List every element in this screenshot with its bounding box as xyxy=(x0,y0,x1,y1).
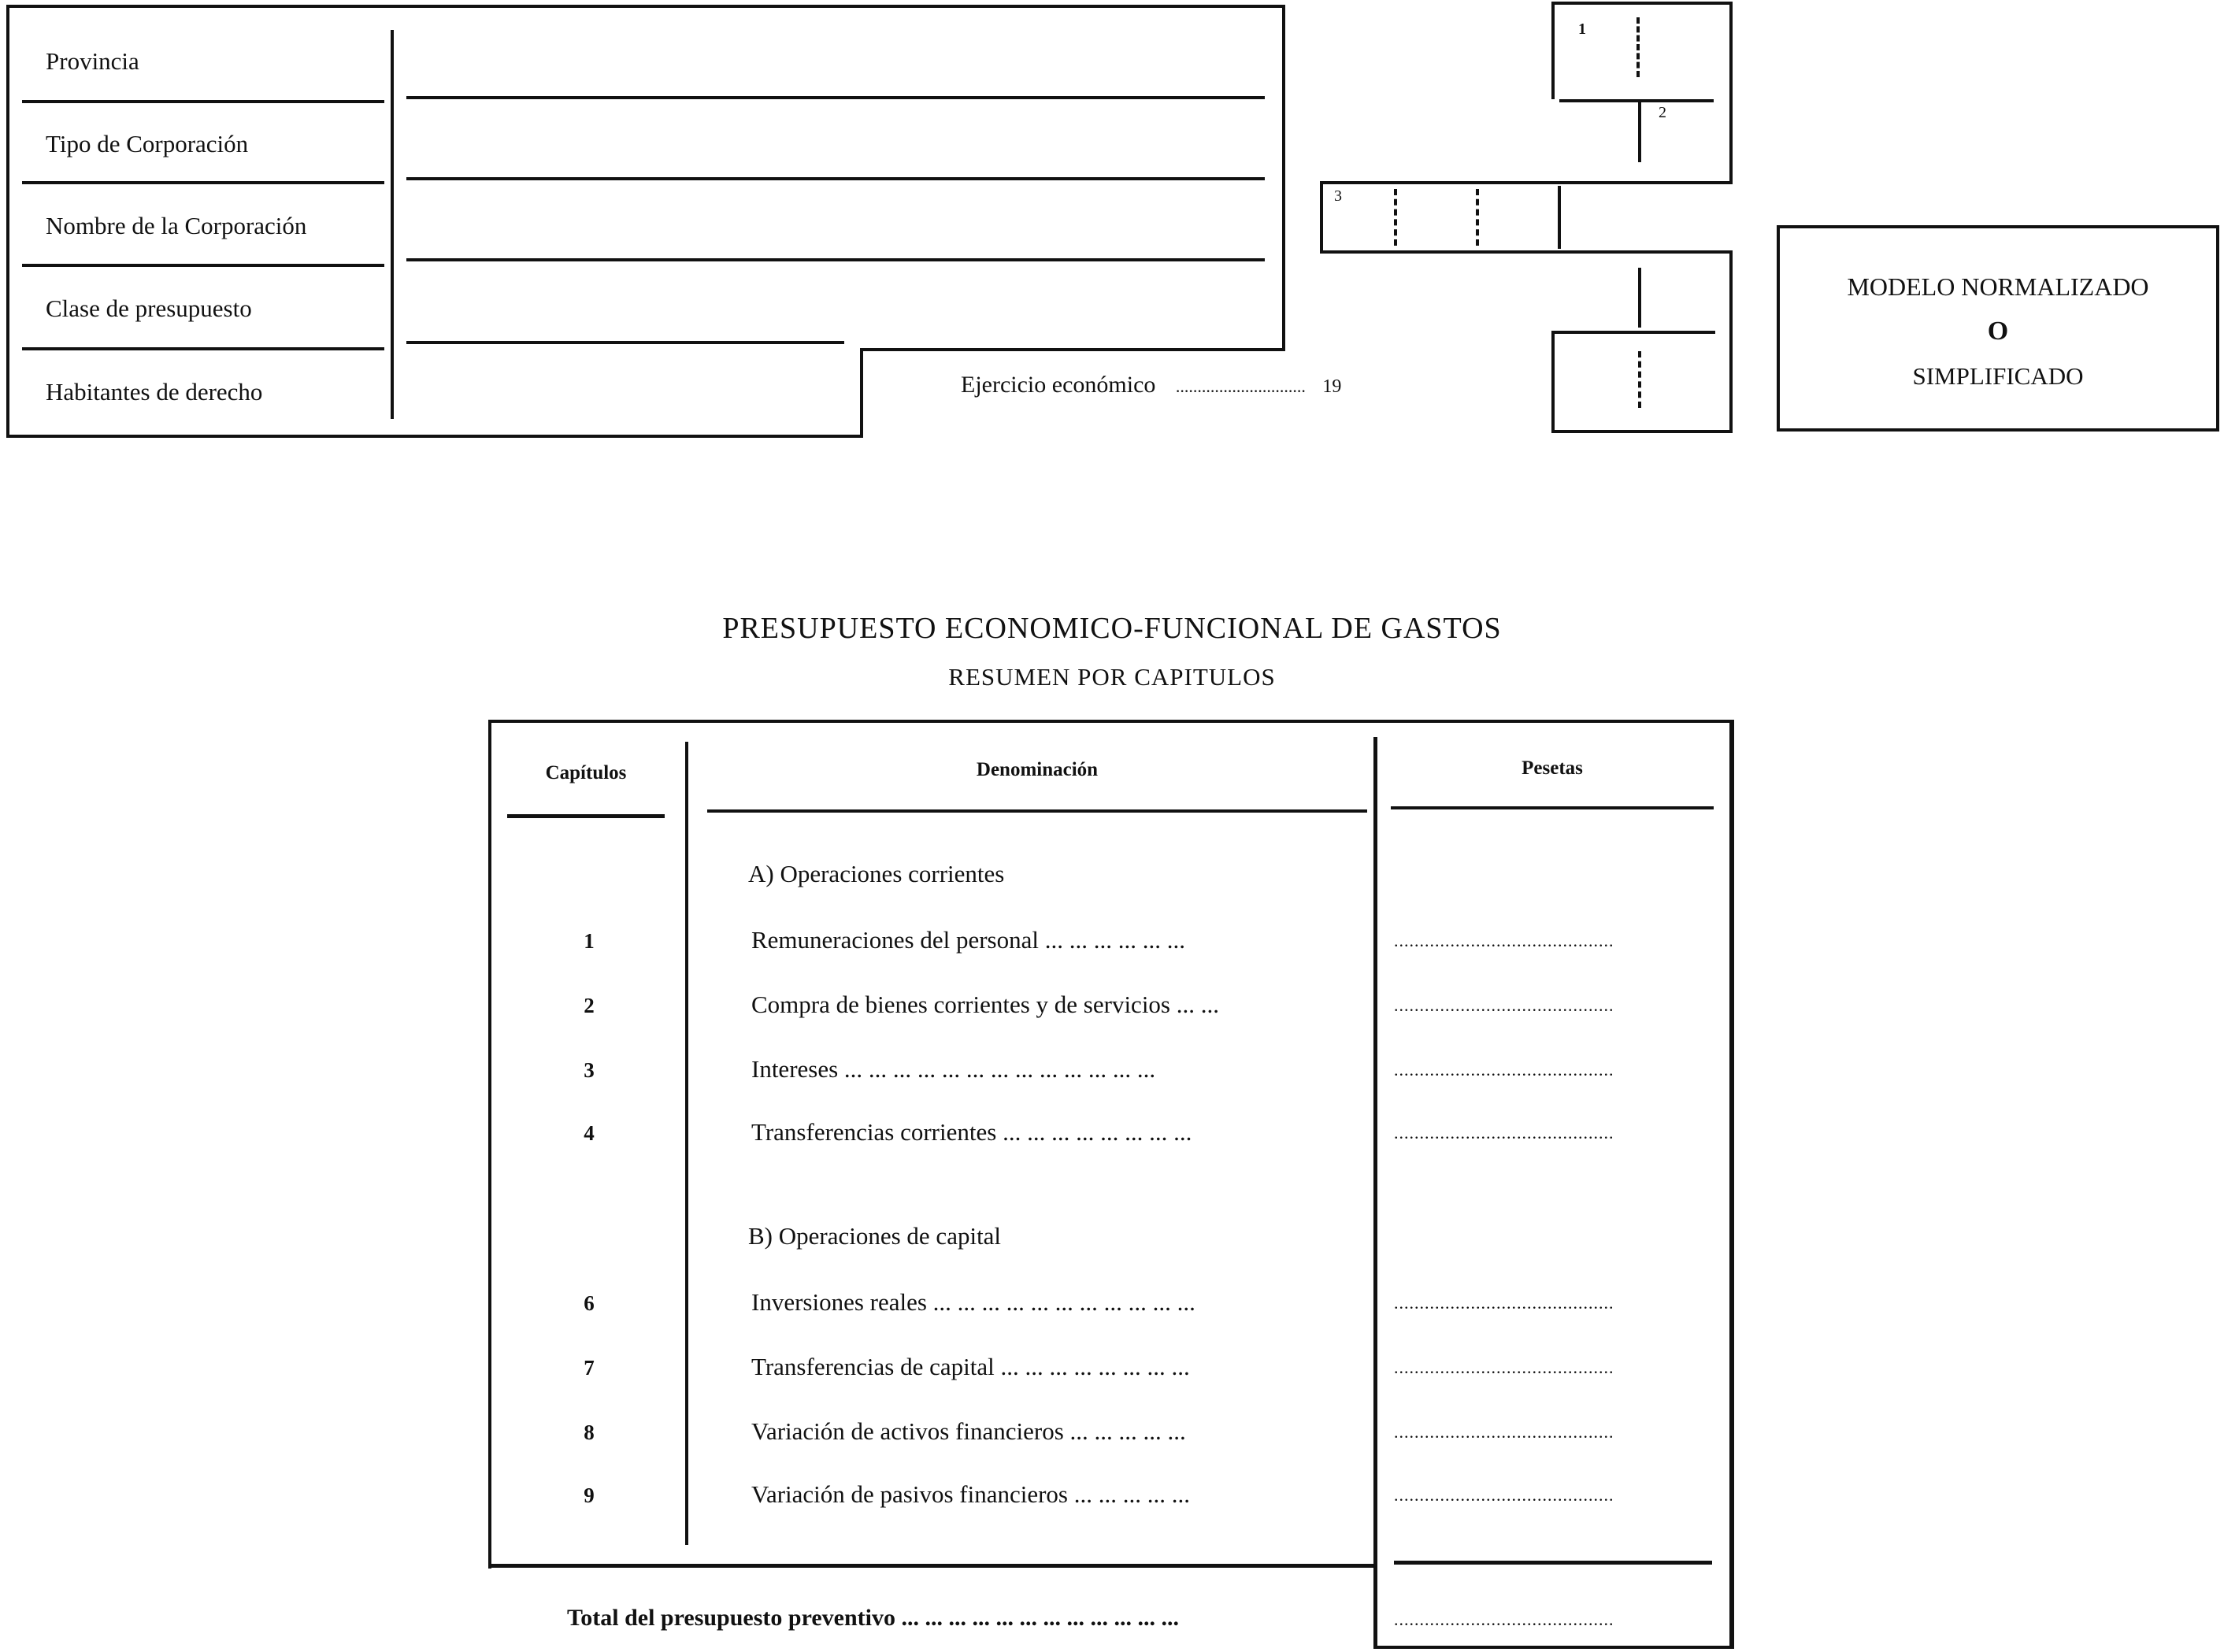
ejercicio-label: Ejercicio económico xyxy=(961,372,1156,398)
total-amount-leader: ........................................... xyxy=(1394,1609,1614,1629)
row-label: Inversiones reales ... ... ... ... ... ... ... ... ... ... ... xyxy=(751,1288,1195,1316)
row-number: 1 xyxy=(584,929,595,953)
modelo-line-2: O xyxy=(1987,317,2009,346)
field-label-tipo-corporacion: Tipo de Corporación xyxy=(46,130,249,157)
row-amount-leader: ........................................... xyxy=(1394,931,1614,950)
row-amount-leader: ........................................... xyxy=(1394,1422,1614,1442)
code-box-1-number: 1 xyxy=(1578,20,1586,38)
section-a-heading: A) Operaciones corrientes xyxy=(748,860,1005,887)
section-b-heading: B) Operaciones de capital xyxy=(748,1222,1002,1250)
page-title: PRESUPUESTO ECONOMICO-FUNCIONAL DE GASTOS xyxy=(722,612,1502,645)
modelo-line-3: SIMPLIFICADO xyxy=(1912,362,2084,390)
code-box-2-number: 2 xyxy=(1659,104,1666,121)
ejercicio-economico xyxy=(961,372,1341,398)
row-label: Intereses ... ... ... ... ... ... ... ... ... ... ... ... ... xyxy=(751,1055,1156,1083)
field-label-habitantes: Habitantes de derecho xyxy=(46,378,263,406)
row-number: 2 xyxy=(584,994,595,1017)
row-label: Compra de bienes corrientes y de servicios ... ... xyxy=(751,991,1219,1018)
ejercicio-leader: .............................. xyxy=(1175,376,1306,396)
modelo-line-1: MODELO NORMALIZADO xyxy=(1847,272,2149,301)
row-number: 3 xyxy=(584,1058,595,1082)
page-subtitle: RESUMEN POR CAPITULOS xyxy=(948,663,1276,691)
row-amount-leader: ........................................... xyxy=(1394,1485,1614,1505)
total-label: Total del presupuesto preventivo ... ... ... ... ... ... ... ... ... ... ... ... xyxy=(567,1605,1179,1631)
row-number: 9 xyxy=(584,1483,595,1507)
row-label: Transferencias corrientes ... ... ... ... ... ... ... ... xyxy=(751,1118,1192,1146)
row-label: Transferencias de capital ... ... ... ... ... ... ... ... xyxy=(751,1353,1190,1380)
ejercicio-year-prefix: 19 xyxy=(1322,376,1342,397)
row-amount-leader: ........................................... xyxy=(1394,1060,1614,1080)
row-amount-leader: ........................................... xyxy=(1394,995,1614,1015)
row-amount-leader: ........................................... xyxy=(1394,1123,1614,1143)
row-amount-leader: ........................................... xyxy=(1394,1293,1614,1313)
header-pesetas: Pesetas xyxy=(1522,757,1583,779)
row-label: Remuneraciones del personal ... ... ... ... ... ... xyxy=(751,926,1185,954)
row-number: 8 xyxy=(584,1420,595,1444)
row-label: Variación de activos financieros ... ... ... ... ... xyxy=(751,1417,1186,1445)
row-amount-leader: ........................................... xyxy=(1394,1358,1614,1377)
header-denominacion: Denominación xyxy=(976,759,1099,780)
row-number: 7 xyxy=(584,1356,595,1380)
header-capitulos: Capítulos xyxy=(545,762,627,783)
field-label-provincia: Provincia xyxy=(46,47,139,75)
row-number: 6 xyxy=(584,1291,595,1315)
row-number: 4 xyxy=(584,1121,595,1145)
code-box-3-number: 3 xyxy=(1334,187,1342,205)
field-label-nombre-corporacion: Nombre de la Corporación xyxy=(46,212,307,239)
modelo-box xyxy=(1777,225,2219,432)
field-label-clase-presupuesto: Clase de presupuesto xyxy=(46,294,252,322)
row-label: Variación de pasivos financieros ... ... ... ... ... xyxy=(751,1480,1191,1508)
